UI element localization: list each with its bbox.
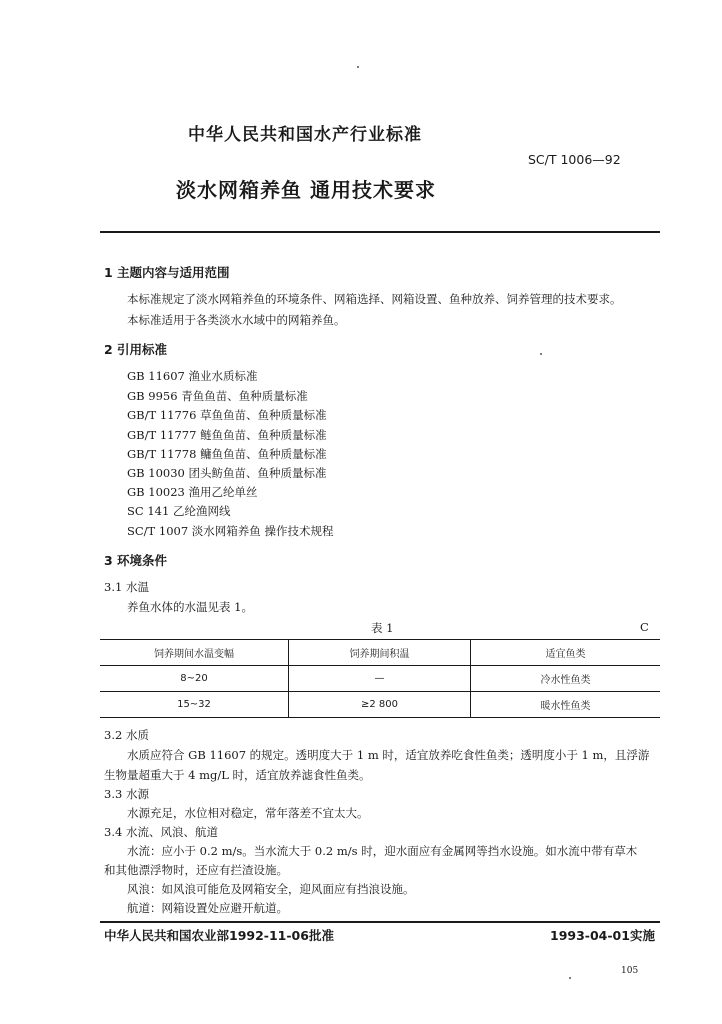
table-unit: C bbox=[640, 620, 649, 634]
subsection-3-3-heading: 3.3 水源 bbox=[104, 787, 149, 801]
effective-date: 1993-04-01实施 bbox=[550, 928, 655, 943]
org-title: 中华人民共和国水产行业标准 bbox=[188, 125, 422, 145]
table-header-cell: 饲养期间水温变幅 bbox=[100, 640, 289, 666]
reference-item: GB 10030 团头鲂鱼苗、鱼种质量标准 bbox=[127, 466, 327, 480]
reference-item: GB/T 11776 草鱼鱼苗、鱼种质量标准 bbox=[127, 408, 327, 422]
subsection-3-4-line-1: 水流：应小于 0.2 m/s。当水流大于 0.2 m/s 时，迎水面应有金属网等挡水设施。如水流中带有草木 bbox=[127, 844, 638, 858]
reference-item: SC/T 1007 淡水网箱养鱼 操作技术规程 bbox=[127, 524, 334, 538]
table-header-cell: 饲养期间积温 bbox=[289, 640, 471, 666]
section-2-heading: 2 引用标准 bbox=[104, 342, 168, 357]
table-cell: — bbox=[289, 666, 471, 692]
subsection-3-3-text: 水源充足，水位相对稳定，常年落差不宜太大。 bbox=[127, 806, 369, 820]
reference-item: GB 9956 青鱼鱼苗、鱼种质量标准 bbox=[127, 389, 308, 403]
table-caption: 表 1 bbox=[371, 621, 394, 635]
scan-speck bbox=[540, 353, 542, 355]
approval-line: 中华人民共和国农业部1992-11-06批准 bbox=[104, 928, 334, 943]
table-cell: ≥2 800 bbox=[289, 692, 471, 718]
table-cell: 15~32 bbox=[100, 692, 289, 718]
footer-rule bbox=[100, 921, 660, 923]
subsection-3-2-line-1: 水质应符合 GB 11607 的规定。透明度大于 1 m 时，适宜放养吃食性鱼类；透明度小于 1 m，且浮游 bbox=[127, 748, 650, 762]
subsection-3-1-text: 养鱼水体的水温见表 1。 bbox=[127, 600, 253, 614]
reference-item: GB/T 11778 鳙鱼鱼苗、鱼种质量标准 bbox=[127, 447, 327, 461]
subsection-3-2-line-2: 生物量超重大于 4 mg/L 时，适宜放养滤食性鱼类。 bbox=[104, 768, 371, 782]
reference-item: GB 10023 渔用乙纶单丝 bbox=[127, 485, 258, 499]
reference-item: GB/T 11777 鲢鱼鱼苗、鱼种质量标准 bbox=[127, 428, 327, 442]
page-number: 105 bbox=[621, 966, 639, 976]
section-1-paragraph-2: 本标准适用于各类淡水水域中的网箱养鱼。 bbox=[127, 313, 346, 327]
water-temperature-table bbox=[100, 639, 660, 718]
document-title: 淡水网箱养鱼 通用技术要求 bbox=[176, 178, 436, 202]
section-1-heading: 1 主题内容与适用范围 bbox=[104, 265, 230, 280]
header-rule bbox=[100, 231, 660, 233]
table-cell: 冷水性鱼类 bbox=[471, 666, 661, 692]
scan-speck bbox=[357, 66, 359, 68]
table-header-row bbox=[100, 640, 660, 666]
table-row bbox=[100, 666, 660, 692]
subsection-3-4-route: 航道：网箱设置处应避开航道。 bbox=[127, 901, 288, 915]
scan-speck bbox=[569, 977, 571, 979]
reference-item: GB 11607 渔业水质标准 bbox=[127, 369, 258, 383]
subsection-3-2-heading: 3.2 水质 bbox=[104, 728, 149, 742]
section-1-paragraph-1: 本标准规定了淡水网箱养鱼的环境条件、网箱选择、网箱设置、鱼种放养、饲养管理的技术要求。 bbox=[127, 292, 622, 306]
table-cell: 暖水性鱼类 bbox=[471, 692, 661, 718]
subsection-3-1-heading: 3.1 水温 bbox=[104, 580, 149, 594]
reference-item: SC 141 乙纶渔网线 bbox=[127, 504, 231, 518]
subsection-3-4-wind: 风浪：如风浪可能危及网箱安全，迎风面应有挡浪设施。 bbox=[127, 882, 415, 896]
table-cell: 8~20 bbox=[100, 666, 289, 692]
subsection-3-4-heading: 3.4 水流、风浪、航道 bbox=[104, 825, 218, 839]
section-3-heading: 3 环境条件 bbox=[104, 553, 168, 568]
table-header-cell: 适宜鱼类 bbox=[471, 640, 661, 666]
subsection-3-4-line-2: 和其他漂浮物时，还应有拦渣设施。 bbox=[104, 863, 288, 877]
table-row bbox=[100, 692, 660, 718]
standard-code: SC/T 1006—92 bbox=[528, 152, 621, 167]
